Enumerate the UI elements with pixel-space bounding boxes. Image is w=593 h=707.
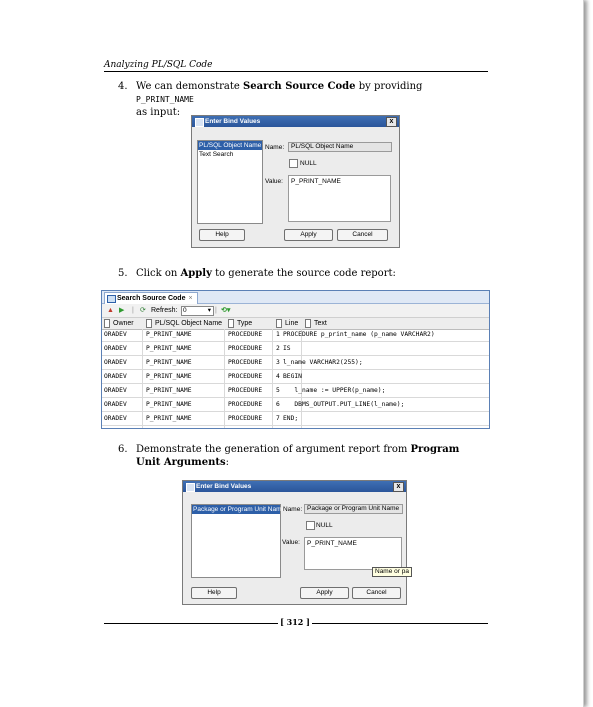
- table-cell: PROCEDURE: [228, 345, 263, 352]
- step-text: Click on: [136, 268, 181, 279]
- table-cell: PROCEDURE: [228, 387, 263, 394]
- table-cell: P_PRINT_NAME: [146, 415, 192, 422]
- step-text: We can demonstrate: [136, 81, 244, 92]
- apply-button[interactable]: Apply: [300, 587, 349, 599]
- column-header-object-name[interactable]: [146, 318, 222, 329]
- column-label: Line: [285, 320, 299, 327]
- step-number: 6.: [118, 444, 128, 455]
- tooltip: Name or pa: [372, 567, 412, 577]
- table-cell: IS: [283, 345, 291, 352]
- table-row[interactable]: [102, 385, 489, 398]
- list-item[interactable]: Text Search: [199, 151, 234, 158]
- table-cell: ORADEV: [104, 373, 127, 380]
- table-cell: 3: [276, 359, 280, 366]
- null-checkbox[interactable]: [289, 159, 298, 168]
- column-header-owner[interactable]: [104, 318, 134, 329]
- help-button[interactable]: Help: [191, 587, 237, 599]
- step-bold-text: Apply: [180, 268, 212, 279]
- table-row[interactable]: [102, 329, 489, 342]
- table-cell: P_PRINT_NAME: [146, 359, 192, 366]
- table-cell: ORADEV: [104, 345, 127, 352]
- table-cell: 1: [276, 331, 280, 338]
- name-field: PL/SQL Object Name: [288, 142, 392, 152]
- cancel-button[interactable]: Cancel: [352, 587, 401, 599]
- null-label: NULL: [300, 160, 317, 167]
- report-toolbar: [102, 304, 489, 318]
- table-cell: ORADEV: [104, 401, 127, 408]
- sort-icon: [104, 319, 110, 328]
- step-text: :: [225, 457, 230, 468]
- column-label: Owner: [113, 320, 134, 327]
- step-bold-text: Unit Arguments: [136, 457, 226, 468]
- table-cell: 6: [276, 401, 280, 408]
- null-checkbox[interactable]: [306, 521, 315, 530]
- table-cell: PROCEDURE p_print_name (p_name VARCHAR2): [283, 331, 435, 338]
- step-6: [118, 443, 478, 469]
- apply-button[interactable]: Apply: [284, 229, 333, 241]
- dialog-titlebar: [183, 481, 406, 492]
- step-bold-text: Program: [410, 444, 460, 455]
- refresh-select[interactable]: [181, 306, 214, 316]
- column-header-text[interactable]: [305, 318, 327, 329]
- column-label: PL/SQL Object Name: [155, 320, 223, 327]
- column-label: Type: [237, 320, 253, 327]
- report-icon: [107, 295, 116, 303]
- tab-search-source-code[interactable]: [104, 292, 198, 304]
- value-label: Value:: [282, 539, 300, 546]
- chevron-down-icon: ▾: [207, 307, 211, 314]
- table-cell: P_PRINT_NAME: [146, 345, 192, 352]
- step-4: [118, 80, 478, 118]
- dialog-title: Enter Bind Values: [205, 118, 261, 125]
- sort-icon: [146, 319, 152, 328]
- step-number: 4.: [118, 81, 128, 92]
- refresh-go-icon[interactable]: ⟲▾: [221, 307, 231, 314]
- header-rule: [104, 71, 488, 72]
- null-label: NULL: [316, 522, 333, 529]
- column-header-type[interactable]: [228, 318, 252, 329]
- table-cell: DBMS_OUTPUT.PUT_LINE(l_name);: [283, 401, 405, 408]
- table-cell: P_PRINT_NAME: [146, 387, 192, 394]
- value-label: Value:: [265, 178, 283, 185]
- value-field[interactable]: P_PRINT_NAME: [288, 175, 391, 222]
- refresh-icon[interactable]: ⟳: [140, 307, 146, 314]
- step-text: as input:: [136, 107, 181, 118]
- pin-icon[interactable]: ▲: [107, 307, 114, 314]
- enter-bind-values-dialog-2: [182, 480, 407, 605]
- step-text: Demonstrate the generation of argument report from: [136, 444, 411, 455]
- name-label: Name:: [283, 506, 303, 513]
- close-icon[interactable]: ×: [188, 295, 193, 302]
- table-row[interactable]: [102, 371, 489, 384]
- table-cell: ORADEV: [104, 415, 127, 422]
- close-icon[interactable]: x: [393, 482, 404, 492]
- table-cell: P_PRINT_NAME: [146, 401, 192, 408]
- close-icon[interactable]: x: [386, 117, 397, 127]
- help-button[interactable]: Help: [199, 229, 245, 241]
- table-cell: 4: [276, 373, 280, 380]
- bind-variable-list[interactable]: [197, 140, 263, 224]
- table-row[interactable]: [102, 413, 489, 426]
- cancel-button[interactable]: Cancel: [337, 229, 388, 241]
- app-icon: [195, 118, 204, 127]
- sort-icon: [276, 319, 282, 328]
- table-cell: PROCEDURE: [228, 373, 263, 380]
- table-cell: l_name VARCHAR2(255);: [283, 359, 363, 366]
- step-text: to generate the source code report:: [211, 268, 396, 279]
- list-item[interactable]: PL/SQL Object Name: [199, 142, 262, 149]
- step-code: P_PRINT_NAME: [136, 95, 194, 104]
- page-number: [ 312 ]: [280, 617, 310, 627]
- dialog-titlebar: [192, 116, 399, 127]
- table-cell: PROCEDURE: [228, 331, 263, 338]
- table-cell: P_PRINT_NAME: [146, 373, 192, 380]
- table-cell: 7: [276, 415, 280, 422]
- table-cell: ORADEV: [104, 331, 127, 338]
- table-cell: END;: [283, 415, 299, 422]
- bind-variable-list[interactable]: [191, 504, 286, 578]
- table-cell: ORADEV: [104, 359, 127, 366]
- separator: |: [215, 307, 217, 314]
- table-cell: l_name := UPPER(p_name);: [283, 387, 386, 394]
- tab-label: Search Source Code: [117, 295, 186, 302]
- name-field: Package or Program Unit Name: [304, 504, 403, 514]
- column-header-line[interactable]: [276, 318, 298, 329]
- table-row[interactable]: [102, 343, 489, 356]
- table-cell: P_PRINT_NAME: [146, 331, 192, 338]
- table-row[interactable]: [102, 357, 489, 370]
- step-number: 5.: [118, 268, 128, 279]
- table-cell: BEGIN: [283, 373, 302, 380]
- app-icon: [186, 483, 195, 492]
- table-cell: PROCEDURE: [228, 415, 263, 422]
- name-label: Name:: [265, 144, 285, 151]
- refresh-label: Refresh:: [151, 307, 178, 314]
- table-cell: 2: [276, 345, 280, 352]
- separator: |: [132, 307, 134, 314]
- run-icon[interactable]: ▶: [119, 307, 125, 314]
- table-cell: PROCEDURE: [228, 359, 263, 366]
- step-text: by providing: [355, 81, 423, 92]
- search-source-code-report: [101, 290, 490, 429]
- enter-bind-values-dialog: [191, 115, 400, 248]
- running-header: Analyzing PL/SQL Code: [104, 60, 213, 70]
- footer-rule: [104, 623, 278, 624]
- footer-rule: [312, 623, 488, 624]
- column-label: Text: [314, 320, 327, 327]
- refresh-value: 0: [183, 307, 187, 314]
- table-cell: ORADEV: [104, 387, 127, 394]
- value-field[interactable]: P_PRINT_NAME: [304, 537, 402, 570]
- table-row[interactable]: [102, 399, 489, 412]
- table-cell: PROCEDURE: [228, 401, 263, 408]
- dialog-title: Enter Bind Values: [196, 483, 252, 490]
- step-bold-text: Search Source Code: [243, 81, 356, 92]
- list-item[interactable]: Package or Program Unit Name: [193, 506, 286, 513]
- sort-icon: [305, 319, 311, 328]
- sort-icon: [228, 319, 234, 328]
- step-5: [118, 267, 478, 280]
- table-cell: 5: [276, 387, 280, 394]
- report-tabbar: [102, 291, 489, 304]
